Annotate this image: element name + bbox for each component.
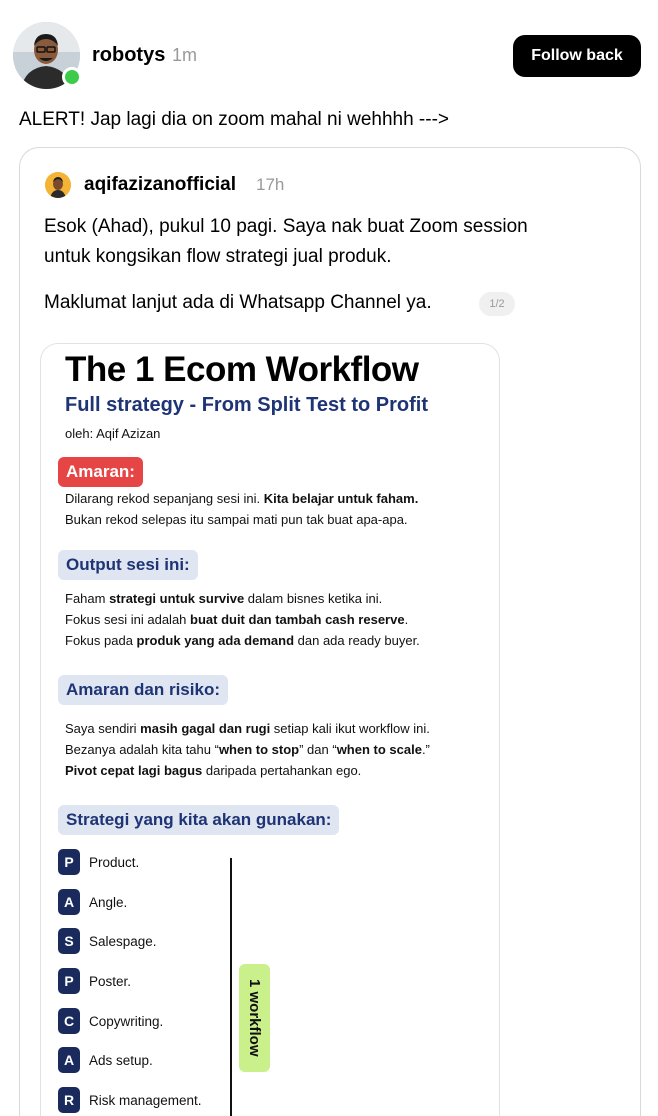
step-item (58, 889, 127, 915)
output-text: Faham strategi untuk survive dalam bisnes ketika ini. Fokus sesi ini adalah buat duit dan tambah cash reserve. Fokus pada produk yang ada demand dan ada ready buyer. (65, 591, 420, 648)
follow-back-button[interactable]: Follow back (513, 35, 641, 77)
step-letter: P (58, 968, 80, 994)
attached-image[interactable] (40, 343, 500, 1116)
step-letter: A (58, 889, 80, 915)
doc-title: The 1 Ecom Workflow (65, 350, 419, 389)
workflow-label (239, 964, 270, 1072)
step-item (58, 1087, 202, 1113)
strategy-tag: Strategi yang kita akan gunakan: (58, 805, 339, 835)
warning-text: Dilarang rekod sepanjang sesi ini. Kita belajar untuk faham. Bukan rekod selepas itu sampai mati pun tak buat apa-apa. (65, 491, 419, 527)
step-letter: P (58, 849, 80, 875)
risk-tag: Amaran dan risiko: (58, 675, 228, 705)
warning-tag: Amaran: (58, 457, 143, 487)
step-label: Ads setup. (89, 1052, 153, 1068)
step-label: Salespage. (89, 933, 157, 949)
quoted-user-avatar[interactable] (45, 172, 71, 198)
step-label: Copywriting. (89, 1013, 164, 1029)
quoted-text-line: Maklumat lanjut ada di Whatsapp Channel ya. (44, 292, 432, 313)
step-item (58, 1008, 163, 1034)
doc-subtitle: Full strategy - From Split Test to Profit (65, 394, 428, 416)
user-avatar[interactable] (13, 22, 80, 89)
post-timestamp: 1m (172, 45, 198, 65)
output-tag: Output sesi ini: (58, 550, 198, 580)
workflow-divider (230, 858, 232, 1116)
quoted-text-line: Esok (Ahad), pukul 10 pagi. Saya nak buat Zoom session (44, 216, 528, 237)
step-label: Risk management. (89, 1092, 202, 1108)
quoted-timestamp: 17h (256, 175, 285, 194)
step-item (58, 849, 139, 875)
step-item (58, 928, 157, 954)
step-item (58, 968, 131, 994)
step-label: Angle. (89, 894, 128, 910)
doc-author: oleh: Aqif Azizan (65, 426, 161, 441)
post-header (0, 0, 658, 100)
step-letter: R (58, 1087, 80, 1113)
online-status-icon (62, 67, 82, 87)
step-letter: S (58, 928, 80, 954)
post-username[interactable]: robotys (92, 44, 166, 66)
post-text: ALERT! Jap lagi dia on zoom mahal ni wehhhh ---> (19, 109, 450, 130)
quoted-text-line: untuk kongsikan flow strategi jual produk. (44, 246, 392, 267)
quoted-text (44, 212, 624, 272)
step-item (58, 1047, 153, 1073)
risk-text: Saya sendiri masih gagal dan rugi setiap kali ikut workflow ini. Bezanya adalah kita tahu “when to stop” dan “when to scale.” Pivot cepat lagi bagus daripada pertahankan ego. (65, 721, 430, 778)
step-label: Poster. (89, 973, 132, 989)
quoted-username[interactable]: aqifazizanofficial (84, 174, 237, 195)
page-indicator: 1/2 (479, 292, 515, 316)
step-label: Product. (89, 854, 140, 870)
step-letter: A (58, 1047, 80, 1073)
quoted-post[interactable] (19, 147, 641, 1116)
workflow-label-text: 1 workflow (246, 979, 263, 1057)
step-letter: C (58, 1008, 80, 1034)
